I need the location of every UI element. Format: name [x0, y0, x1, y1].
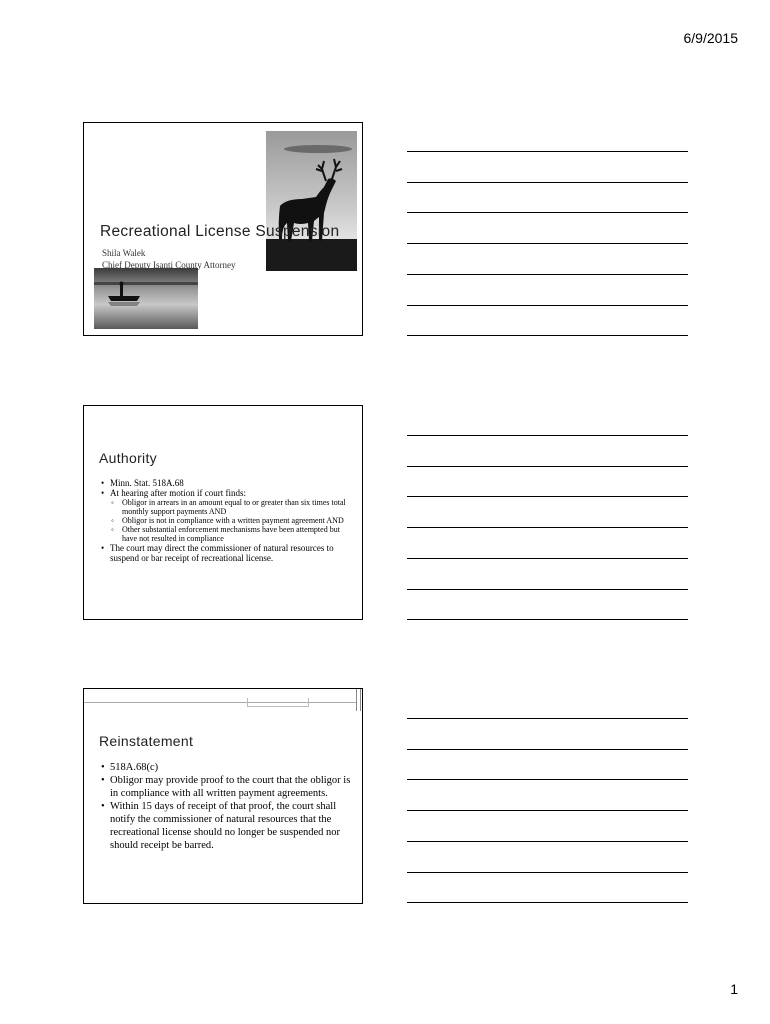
bullet-item: • 518A.68(c) [101, 762, 159, 773]
note-line [407, 435, 688, 436]
slide-1-title: Recreational License Suspension [100, 223, 340, 240]
presenter-name: Shila Walek [102, 248, 146, 258]
slide-3-frame-decoration [356, 689, 361, 711]
note-line [407, 619, 688, 620]
bullet-item: • Within 15 days of receipt of that proof, the court shall notify the commissioner of natural resources that the recreational license should no longer be suspended nor should receipt be barred. [101, 801, 341, 851]
note-line [407, 902, 688, 903]
page-date: 6/9/2015 [683, 30, 738, 46]
note-line [407, 182, 688, 183]
page-number: 1 [730, 981, 738, 997]
note-line [407, 527, 688, 528]
bullet-item: • At hearing after motion if court finds: [101, 488, 246, 498]
note-line [407, 274, 688, 275]
note-line [407, 305, 688, 306]
lake-boat-photo [94, 268, 198, 329]
note-line [407, 466, 688, 467]
note-line [407, 810, 688, 811]
sub-bullet-item: ◦ Obligor is not in compliance with a written payment agreement AND [111, 516, 344, 525]
note-line [407, 335, 688, 336]
bullet-item: • Obligor may provide proof to the court that the obligor is in compliance with all written payment agreements. [101, 775, 351, 799]
slide-3-frame-decoration [84, 689, 357, 703]
slide-3-thumbnail [83, 688, 363, 904]
sub-bullet-item: ◦ Obligor in arrears in an amount equal to or greater than six times total monthly support payments AND [111, 498, 346, 516]
slide-3-title: Reinstatement [99, 733, 194, 749]
presenter-role: Chief Deputy Isanti County Attorney [102, 260, 236, 270]
note-line [407, 779, 688, 780]
slide-2-bullet-list [100, 478, 356, 563]
note-line [407, 872, 688, 873]
sub-bullet-item: ◦ Other substantial enforcement mechanisms have been attempted but have not resulted in compliance [111, 525, 340, 543]
slide-3-bullet-list [100, 761, 354, 852]
note-line [407, 558, 688, 559]
note-line [407, 151, 688, 152]
note-line [407, 841, 688, 842]
slide-3-frame-decoration [247, 698, 309, 707]
note-line [407, 243, 688, 244]
slide-2-thumbnail [83, 405, 363, 620]
note-line [407, 718, 688, 719]
note-line [407, 212, 688, 213]
deer-silhouette-photo [266, 131, 357, 271]
note-line [407, 589, 688, 590]
bullet-item: • The court may direct the commissioner of natural resources to suspend or bar receipt of recreational license. [101, 543, 334, 563]
slide-2-title: Authority [99, 450, 157, 466]
bullet-item: • Minn. Stat. 518A.68 [101, 478, 184, 488]
slide-1-thumbnail [83, 122, 363, 336]
note-line [407, 749, 688, 750]
note-line [407, 496, 688, 497]
